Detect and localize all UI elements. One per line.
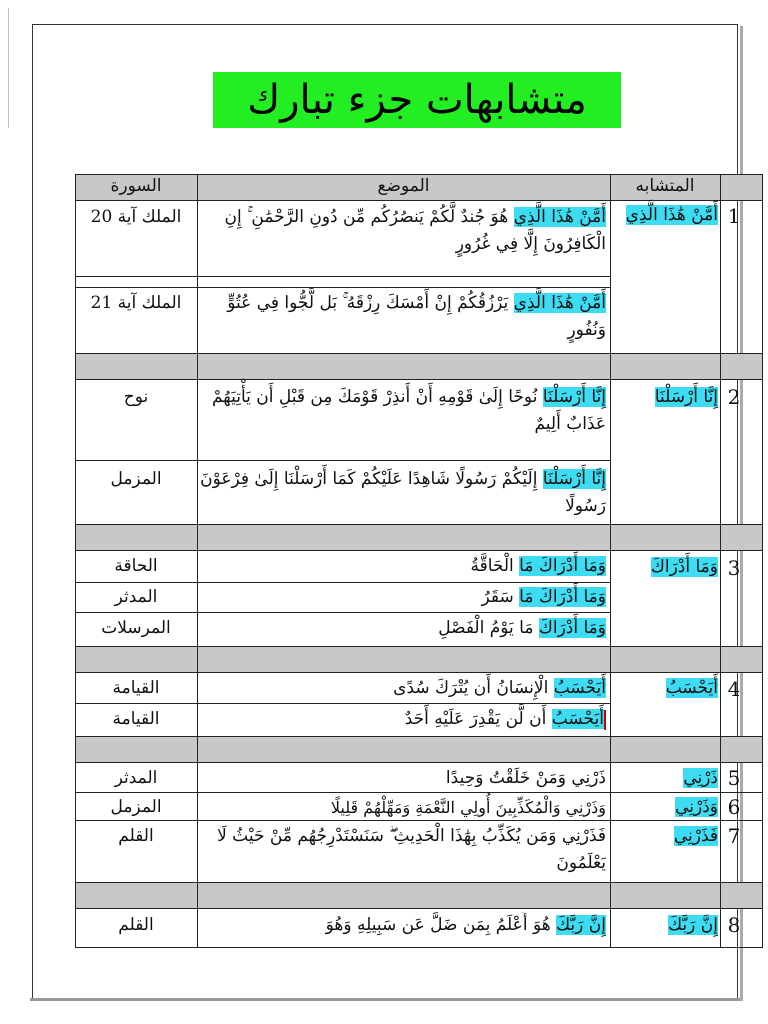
grid-line xyxy=(75,672,763,673)
grid-line xyxy=(75,276,610,277)
separator-row xyxy=(75,736,763,762)
page-margin-line xyxy=(8,8,9,128)
sura-name: المرسلات xyxy=(101,618,171,638)
sura-name: القلم xyxy=(118,915,154,935)
similar-phrase: وَذَرْنِي xyxy=(675,797,718,817)
sura-name: الملك آية 21 xyxy=(90,293,182,313)
grid-line xyxy=(610,174,611,948)
similar-phrase: فَذَرْنِي xyxy=(673,826,718,846)
similar-phrase: وَمَا أَدْرَاكَ xyxy=(650,557,718,577)
separator-row xyxy=(75,524,763,550)
grid-line xyxy=(75,379,763,380)
row-number: 6 xyxy=(727,795,741,819)
sura-name: الملك آية 20 xyxy=(90,207,182,227)
text-cursor xyxy=(604,710,606,730)
grid-line xyxy=(75,703,610,704)
grid-line xyxy=(75,908,763,909)
grid-line xyxy=(75,174,76,948)
grid-line xyxy=(720,174,721,948)
similar-phrase: إِنَّا أَرْسَلْنَا xyxy=(654,387,718,407)
row-number: 5 xyxy=(727,766,741,790)
similar-phrase: ذَرْنِي xyxy=(683,768,718,788)
grid-line xyxy=(75,550,763,551)
grid-line xyxy=(197,174,198,948)
verse-text: فَذَرْنِي وَمَن يُكَذِّبُ بِهَٰذَا الْحَدِيثِ ۖ سَنَسْتَدْرِجُهُم مِّنْ حَيْثُ لَا يَعْلَمُونَ xyxy=(217,826,606,873)
verse-text: وَمَا أَدْرَاكَ مَا سَقَرُ xyxy=(481,587,606,607)
sura-name: المزمل xyxy=(110,469,162,489)
similar-phrase: أَيَحْسَبُ xyxy=(665,678,718,698)
verse-text: وَذَرْنِي وَالْمُكَذِّبِينَ أُولِي النَّعْمَةِ وَمَهِّلْهُمْ قَلِيلًا xyxy=(330,798,606,817)
sura-name: المزمل xyxy=(110,797,162,817)
verse-text: وَمَا أَدْرَاكَ مَا الْحَاقَّةُ xyxy=(470,556,606,576)
grid-line xyxy=(75,524,763,525)
similar-phrase: أَمَّنْ هَٰذَا الَّذِي xyxy=(625,205,718,225)
grid-line xyxy=(75,460,610,461)
grid-line xyxy=(75,792,763,793)
header-sura: السورة xyxy=(110,176,162,196)
sura-name: الحاقة xyxy=(114,556,158,576)
verse-text: أَمَّنْ هَٰذَا الَّذِي يَرْزُقُكُمْ إِنْ أَمْسَكَ رِزْقَهُ ۚ بَل لَّجُّوا فِي عُتُوٍّ وَنُفُورٍ xyxy=(227,293,606,340)
verse-text: ذَرْنِي وَمَنْ خَلَقْتُ وَحِيدًا xyxy=(445,768,606,788)
grid-line xyxy=(75,882,763,883)
grid-line xyxy=(75,287,610,288)
grid-line xyxy=(75,200,763,201)
sura-name: القيامة xyxy=(112,709,160,729)
grid-line xyxy=(75,353,763,354)
grid-line xyxy=(75,612,610,613)
page-title: متشابهات جزء تبارك xyxy=(213,72,621,128)
verse-text: أَيَحْسَبُ الْإِنسَانُ أَن يُتْرَكَ سُدًى xyxy=(393,678,606,698)
page-shadow-right xyxy=(740,26,743,1001)
verse-text: إِنَّا أَرْسَلْنَا نُوحًا إِلَىٰ قَوْمِهِ أَنْ أَنذِرْ قَوْمَكَ مِن قَبْلِ أَن يَأْتِيَهُمْ عَذَابٌ أَلِيمٌ xyxy=(211,387,606,434)
sura-name: المدثر xyxy=(114,768,158,788)
verse-text: أَمَّنْ هَٰذَا الَّذِي هُوَ جُندٌ لَّكُمْ يَنصُرُكُم مِّن دُونِ الرَّحْمَٰنِ ۚ إِنِ الْكَافِرُونَ إِلَّا فِي غُرُورٍ xyxy=(224,207,606,254)
sura-name: نوح xyxy=(123,387,149,407)
separator-row xyxy=(75,882,763,908)
header-similar: المتشابه xyxy=(635,176,695,196)
sura-name: القلم xyxy=(118,826,154,846)
row-number: 1 xyxy=(727,204,741,228)
verse-text: إِنَّ رَبَّكَ هُوَ أَعْلَمُ بِمَن ضَلَّ عَن سَبِيلِهِ وَهُوَ xyxy=(325,915,606,935)
header-place: الموضع xyxy=(377,176,430,196)
separator-row xyxy=(75,353,763,379)
sura-name: المدثر xyxy=(114,587,158,607)
verse-text: إِنَّا أَرْسَلْنَا إِلَيْكُمْ رَسُولًا شَاهِدًا عَلَيْكُمْ كَمَا أَرْسَلْنَا إِلَىٰ فِرْعَوْنَ رَسُولًا xyxy=(200,469,606,516)
grid-line xyxy=(762,174,763,948)
verse-text: أَيَحْسَبُ أَن لَّن يَقْدِرَ عَلَيْهِ أَحَدٌ xyxy=(404,709,604,729)
page-shadow-bottom xyxy=(30,998,742,1001)
grid-line xyxy=(75,174,763,175)
row-number: 7 xyxy=(727,824,741,848)
grid-line xyxy=(75,762,763,763)
grid-line xyxy=(75,947,763,948)
verse-text: وَمَا أَدْرَاكَ مَا يَوْمُ الْفَصْلِ xyxy=(438,618,606,638)
row-number: 2 xyxy=(727,385,741,409)
row-number: 8 xyxy=(727,913,741,937)
row-number: 4 xyxy=(727,677,741,701)
grid-line xyxy=(75,736,763,737)
row-number: 3 xyxy=(727,556,741,580)
separator-row xyxy=(75,646,763,672)
sura-name: القيامة xyxy=(112,678,160,698)
similar-phrase: إِنَّ رَبَّكَ xyxy=(668,915,718,935)
grid-line xyxy=(75,646,763,647)
grid-line xyxy=(75,582,610,583)
